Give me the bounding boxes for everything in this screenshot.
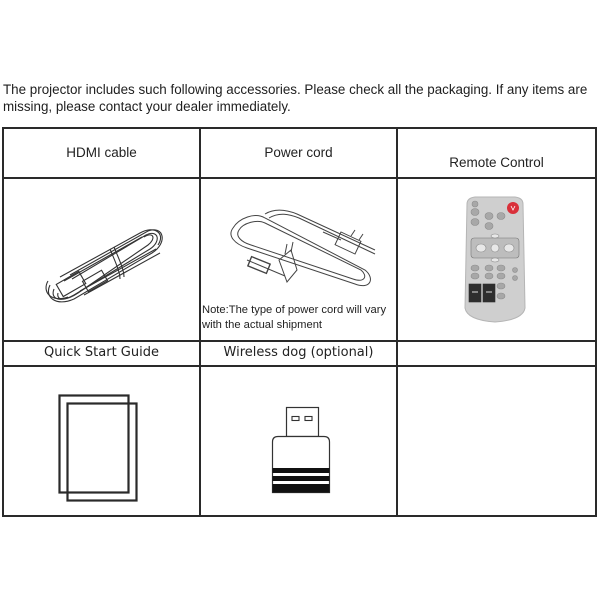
header-hdmi-cable: HDMI cable (66, 145, 137, 160)
table-border-right (595, 127, 597, 517)
table-divider-row1 (2, 177, 597, 179)
header-remote-control: Remote Control (449, 155, 544, 170)
quick-start-guide-icon (58, 394, 140, 504)
table-divider-col1 (199, 127, 201, 517)
table-border-top (2, 127, 597, 129)
power-cord-icon (225, 198, 380, 298)
power-cord-note: Note:The type of power cord will vary with the actual shipment (202, 304, 387, 331)
table-border-bottom (2, 515, 597, 517)
table-border-left (2, 127, 4, 517)
intro-text: The projector includes such following accessories. Please check all the packaging. If any items are missing, please contact your dealer immediately. (3, 82, 588, 114)
header-quick-start-guide: Quick Start Guide (44, 345, 159, 360)
table-divider-row3 (2, 365, 597, 367)
header-power-cord: Power cord (264, 145, 333, 160)
header-wireless-dongle: Wireless dog (optional) (223, 345, 374, 360)
table-divider-row2 (2, 340, 597, 342)
remote-control-icon (463, 196, 527, 324)
hdmi-cable-icon (40, 215, 170, 310)
wireless-dongle-icon (270, 406, 332, 496)
